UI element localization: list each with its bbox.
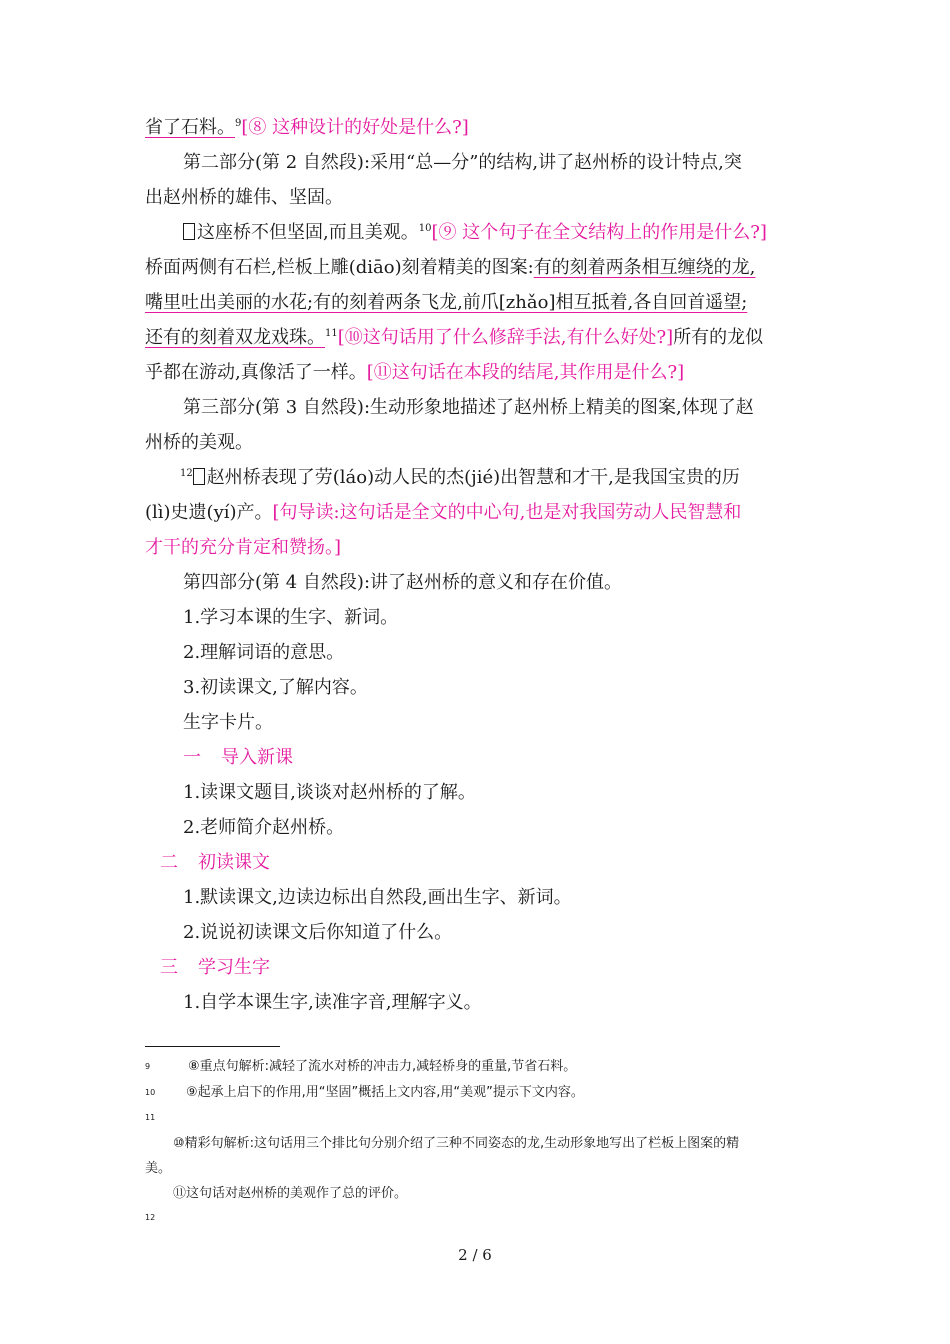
list-item: 1.学习本课的生字、新词。 <box>183 607 399 628</box>
section-number: 二 <box>160 852 178 873</box>
section-heading <box>160 956 270 980</box>
underlined-text: 嘴里吐出美丽的水花;有的刻着两条飞龙,前爪[zhǎo]相互抵着,各自回首遥望; <box>145 292 748 313</box>
footnote-text: ⑨起承上启下的作用,用“坚固”概括上文内容,用“美观”提示下文内容。 <box>186 1085 584 1100</box>
body-line <box>180 466 740 490</box>
missing-glyph-box <box>193 468 205 485</box>
footnote-mark: 11 <box>145 1113 156 1122</box>
footnote-mark: 9 <box>145 1062 151 1071</box>
body-line: 第二部分(第 2 自然段):采用“总—分”的结构,讲了赵州桥的设计特点,突 <box>183 152 742 173</box>
annotation-question: [⑨ 这个句子在全文结构上的作用是什么?] <box>431 222 767 243</box>
annotation-question: [⑪这句话在本段的结尾,其作用是什么?] <box>366 362 685 383</box>
body-line <box>145 361 684 385</box>
list-item: 1.读课文题目,谈谈对赵州桥的了解。 <box>183 782 476 803</box>
body-line: 第四部分(第 4 自然段):讲了赵州桥的意义和存在价值。 <box>183 572 623 593</box>
body-line: 第三部分(第 3 自然段):生动形象地描述了赵州桥上精美的图案,体现了赵 <box>183 397 754 418</box>
body-text: 这座桥不但坚固,而且美观。 <box>197 222 419 243</box>
body-text: 所有的龙似 <box>673 327 764 348</box>
body-line: 出赵州桥的雄伟、坚固。 <box>145 187 343 208</box>
underlined-text: 还有的刻着双龙戏珠。 <box>145 327 325 348</box>
body-line <box>145 291 747 315</box>
footnote-ref: 10 <box>418 223 432 234</box>
footnote-ref: 12 <box>180 468 193 479</box>
list-item: 3.初读课文,了解内容。 <box>183 677 368 698</box>
list-item: 2.说说初读课文后你知道了什么。 <box>183 922 453 943</box>
body-line <box>145 256 755 280</box>
annotation-question: [⑧ 这种设计的好处是什么?] <box>241 117 469 138</box>
body-text: 赵州桥表现了劳(láo)动人民的杰(jié)出智慧和才干,是我国宝贵的历 <box>206 467 740 488</box>
body-line <box>145 501 741 525</box>
body-line <box>145 326 763 350</box>
footnote-text: ⑪这句话对赵州桥的美观作了总的评价。 <box>173 1186 408 1201</box>
body-line: 州桥的美观。 <box>145 432 253 453</box>
body-line <box>145 116 469 140</box>
section-title: 初读课文 <box>198 852 270 873</box>
section-number: 一 <box>183 747 201 768</box>
body-text: 桥面两侧有石栏,栏板上雕(diāo)刻着精美的图案: <box>145 257 534 278</box>
footnote-mark: 10 <box>145 1088 156 1097</box>
underlined-text: 省了石料。 <box>145 117 235 138</box>
footnote-ref: 11 <box>325 328 338 339</box>
footnote-text: ⑩精彩句解析:这句话用三个排比句分别介绍了三种不同姿态的龙,生动形象地写出了栏板上图案的精 <box>173 1136 740 1151</box>
list-item: 2.老师简介赵州桥。 <box>183 817 345 838</box>
annotation-question: [⑩这句话用了什么修辞手法,有什么好处?] <box>337 327 674 348</box>
footnote-mark: 12 <box>145 1213 156 1222</box>
list-item: 2.理解词语的意思。 <box>183 642 345 663</box>
section-heading <box>183 746 293 770</box>
annotation-guide: [句导读:这句话是全文的中心句,也是对我国劳动人民智慧和 <box>272 502 742 523</box>
body-line <box>183 221 767 245</box>
body-line: 生字卡片。 <box>183 712 273 733</box>
section-title: 学习生字 <box>198 957 270 978</box>
section-number: 三 <box>160 957 178 978</box>
page-number: 2 / 6 <box>458 1246 492 1264</box>
annotation-guide: 才干的充分肯定和赞扬。] <box>145 537 342 558</box>
section-heading <box>160 851 270 875</box>
body-text: (lì)史遗(yí)产。 <box>145 502 273 523</box>
footnote-text: 美。 <box>145 1161 172 1176</box>
list-item: 1.默读课文,边读边标出自然段,画出生字、新词。 <box>183 887 572 908</box>
footnote-ref: 9 <box>235 118 242 129</box>
body-text: 乎都在游动,真像活了一样。 <box>145 362 367 383</box>
footnote-text: ⑧重点句解析:减轻了流水对桥的冲击力,减轻桥身的重量,节省石料。 <box>188 1059 577 1074</box>
underlined-text: 有的刻着两条相互缠绕的龙, <box>533 257 756 278</box>
missing-glyph-box <box>183 223 195 240</box>
section-title: 导入新课 <box>221 747 293 768</box>
list-item: 1.自学本课生字,读准字音,理解字义。 <box>183 992 482 1013</box>
footnote-divider <box>145 1046 280 1047</box>
